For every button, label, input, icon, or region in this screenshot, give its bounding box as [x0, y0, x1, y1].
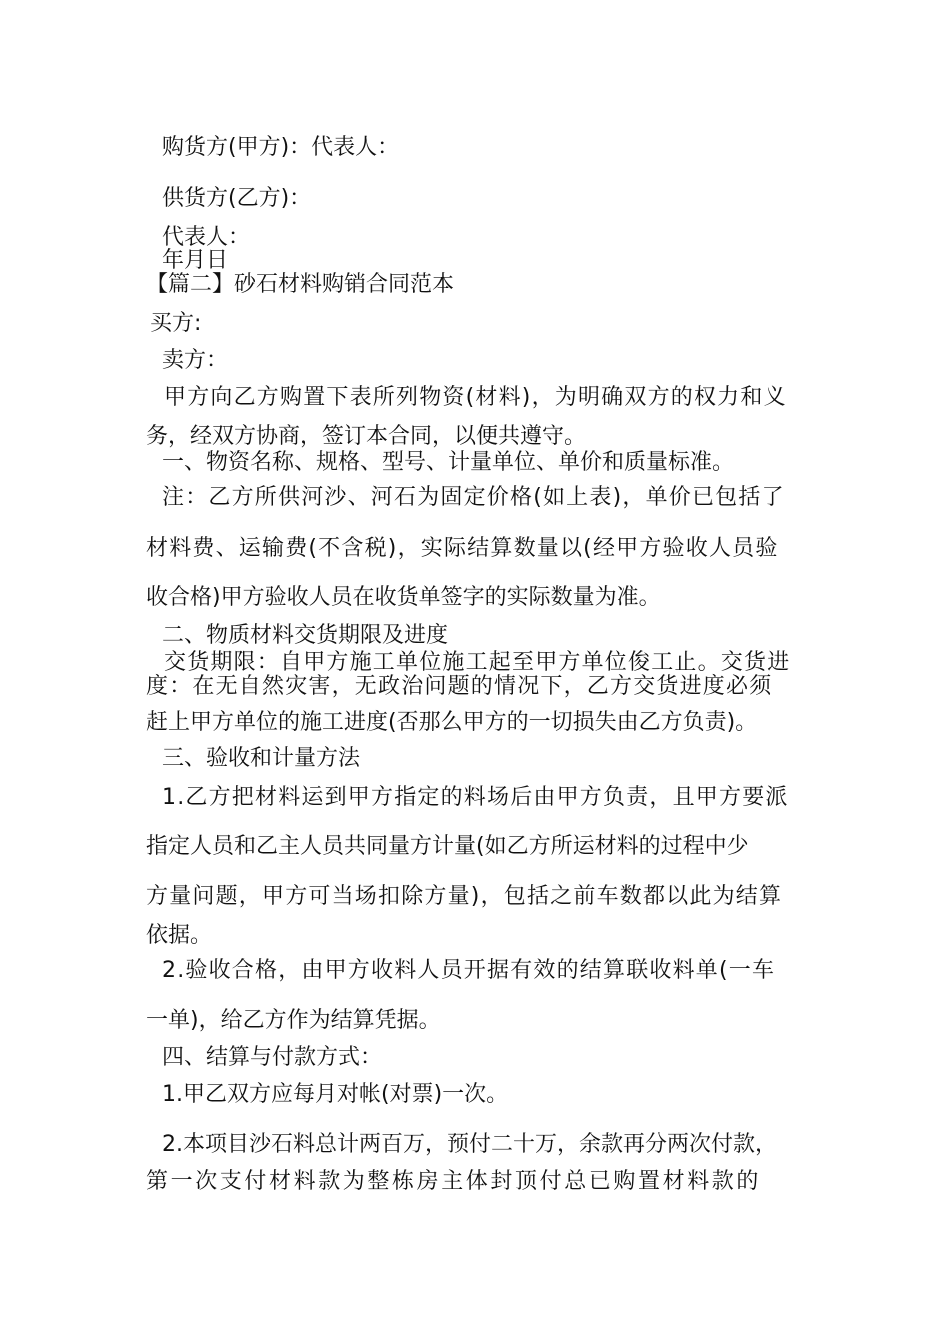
- paragraph-line: 2.本项目沙石料总计两百万，预付二十万，余款再分两次付款，: [162, 1132, 777, 1157]
- paragraph-line: 交货期限：自甲方施工单位施工起至甲方单位俊工止。交货进: [164, 650, 791, 675]
- paragraph-line: 1.乙方把材料运到甲方指定的料场后由甲方负责，且甲方要派: [162, 785, 789, 810]
- paragraph-line: 收合格)甲方验收人员在收货单签字的实际数量为准。: [146, 585, 661, 610]
- clause-heading: 一、物资名称、规格、型号、计量单位、单价和质量标准。: [162, 450, 735, 475]
- paragraph-line: 2.验收合格，由甲方收料人员开据有效的结算联收料单(一车: [162, 958, 776, 983]
- paragraph-line: 注：乙方所供河沙、河石为固定价格(如上表)，单价已包括了: [162, 485, 785, 510]
- date-line: 年月日: [162, 248, 229, 273]
- paragraph-line: 度：在无自然灾害，无政治问题的情况下，乙方交货进度必须: [146, 674, 773, 699]
- paragraph-line: 赶上甲方单位的施工进度(否那么甲方的一切损失由乙方负责)。: [146, 710, 758, 735]
- clause-heading: 三、验收和计量方法: [162, 746, 361, 771]
- buyer-line: 买方:: [150, 311, 202, 336]
- representative-line: 代表人：: [162, 225, 251, 250]
- paragraph-line: 依据。: [146, 923, 213, 948]
- paragraph-line: 第一次支付材料款为整栋房主体封顶付总已购置材料款的: [146, 1169, 762, 1194]
- seller-line: 卖方：: [162, 348, 229, 373]
- section-title: 【篇二】砂石材料购销合同范本: [146, 272, 455, 297]
- paragraph-line: 1.甲乙双方应每月对帐(对票)一次。: [162, 1082, 509, 1107]
- buyer-signature-line: 购货方(甲方)：代表人：: [162, 135, 400, 160]
- paragraph-line: 材料费、运输费(不含税)，实际结算数量以(经甲方验收人员验: [146, 536, 779, 561]
- supplier-line: 供货方(乙方)：: [162, 186, 312, 211]
- paragraph-line: 务，经双方协商，签订本合同，以便共遵守。: [146, 424, 587, 449]
- paragraph-line: 指定人员和乙主人员共同量方计量(如乙方所运材料的过程中少: [146, 834, 749, 859]
- clause-heading: 四、结算与付款方式：: [162, 1045, 383, 1070]
- paragraph-line: 一单)，给乙方作为结算凭据。: [146, 1008, 441, 1033]
- clause-heading: 二、物质材料交货期限及进度: [162, 623, 449, 648]
- paragraph-line: 甲方向乙方购置下表所列物资(材料)，为明确双方的权力和义: [164, 385, 787, 410]
- paragraph-line: 方量问题，甲方可当场扣除方量)，包括之前车数都以此为结算: [146, 884, 783, 909]
